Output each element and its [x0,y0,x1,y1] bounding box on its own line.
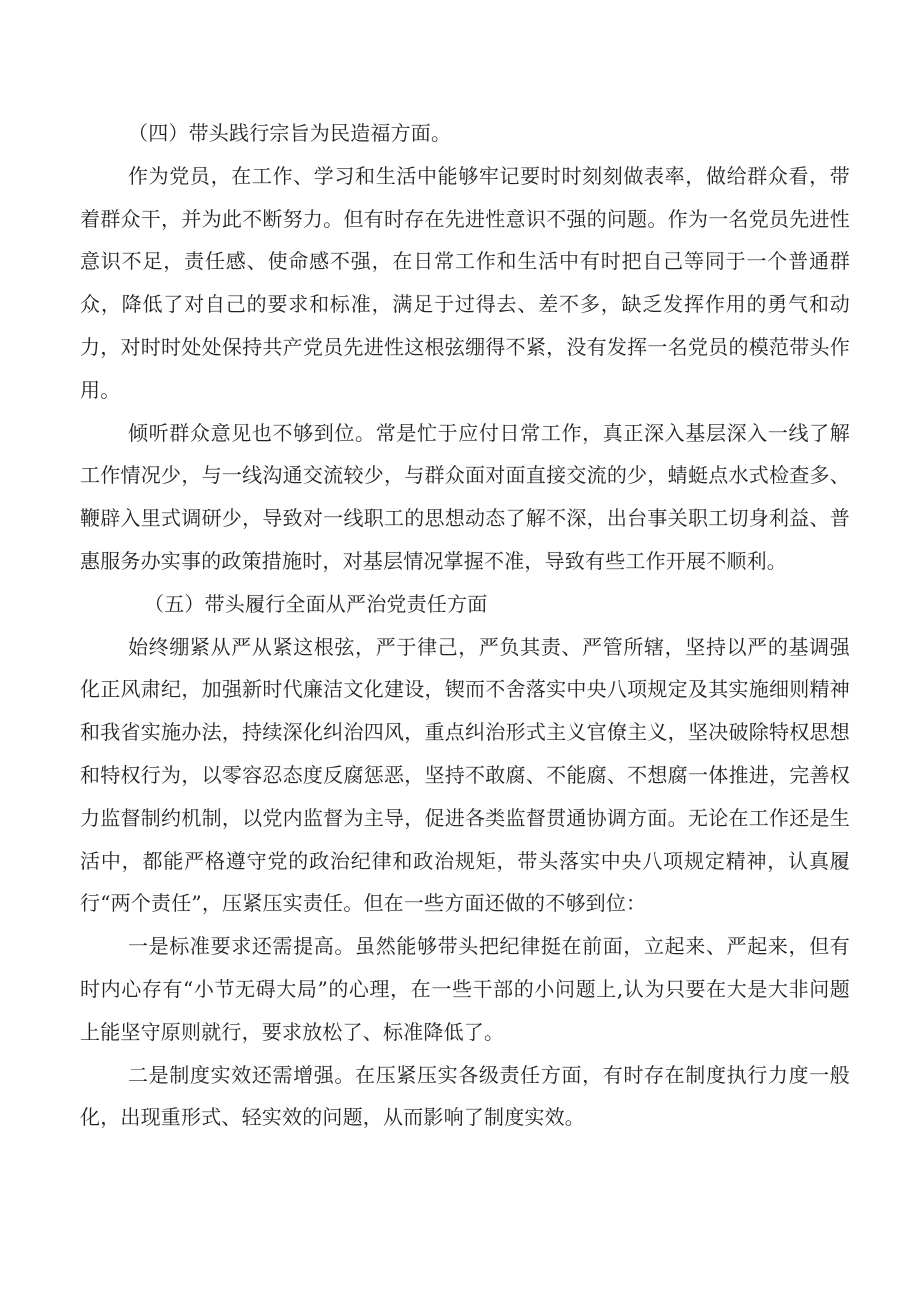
section-heading-5: （五）带头履行全面从严治党责任方面 [144,591,488,616]
section-heading-4: （四）带头践行宗旨为民造福方面。 [128,121,452,145]
paragraph-standards-requirements: 一是标准要求还需提高。虽然能够带头把纪律挺在前面，立起来、严起来，但有时内心存有“小节无碍大局”的心理，在一些干部的小问题上,认为只要在大是大非问题上能坚守原则就行，要求放松了、标准降低了。 [80,934,850,1044]
paragraph-listening-to-masses: 倾听群众意见也不够到位。常是忙于应付日常工作，真正深入基层深入一线了解工作情况少，与一线沟通交流较少，与群众面对面直接交流的少，蜻蜓点水式检查多、鞭辟入里式调研少，导致对一线职工的思想动态了解不深，出台事关职工切身利益、普惠服务办实事的政策措施时，对基层情况掌握不准，导致有些工作开展不顺利。 [80,420,850,573]
paragraph-party-member-vanguard: 作为党员，在工作、学习和生活中能够牢记要时时刻刻做表率，做给群众看，带着群众干，并为此不断努力。但有时存在先进性意识不强的问题。作为一名党员先进性意识不足，责任感、使命感不强，在日常工作和生活中有时把自己等同于一个普通群众，降低了对自己的要求和标准，满足于过得去、差不多，缺乏发挥作用的勇气和动力，对时时处处保持共产党员先进性这根弦绷得不紧，没有发挥一名党员的模范带头作用。 [80,163,850,402]
paragraph-strict-governance: 始终绷紧从严从紧这根弦，严于律己，严负其责、严管所辖，坚持以严的基调强化正风肃纪，加强新时代廉洁文化建设，锲而不舍落实中央八项规定及其实施细则精神和我省实施办法，持续深化纠治四风，重点纠治形式主义官僚主义，坚决破除特权思想和特权行为，以零容忍态度反腐惩恶，坚持不敢腐、不能腐、不想腐一体推进，完善权力监督制约机制，以党内监督为主导，促进各类监督贯通协调方面。无论在工作还是生活中，都能严格遵守党的政治纪律和政治规矩，带头落实中央八项规定精神，认真履行“两个责任”，压紧压实责任。但在一些方面还做的不够到位： [80,634,850,916]
document-page [80,112,850,1139]
paragraph-system-effectiveness: 二是制度实效还需增强。在压紧压实各级责任方面，有时存在制度执行力度一般化，出现重形式、轻实效的问题，从而影响了制度实效。 [80,1062,850,1130]
